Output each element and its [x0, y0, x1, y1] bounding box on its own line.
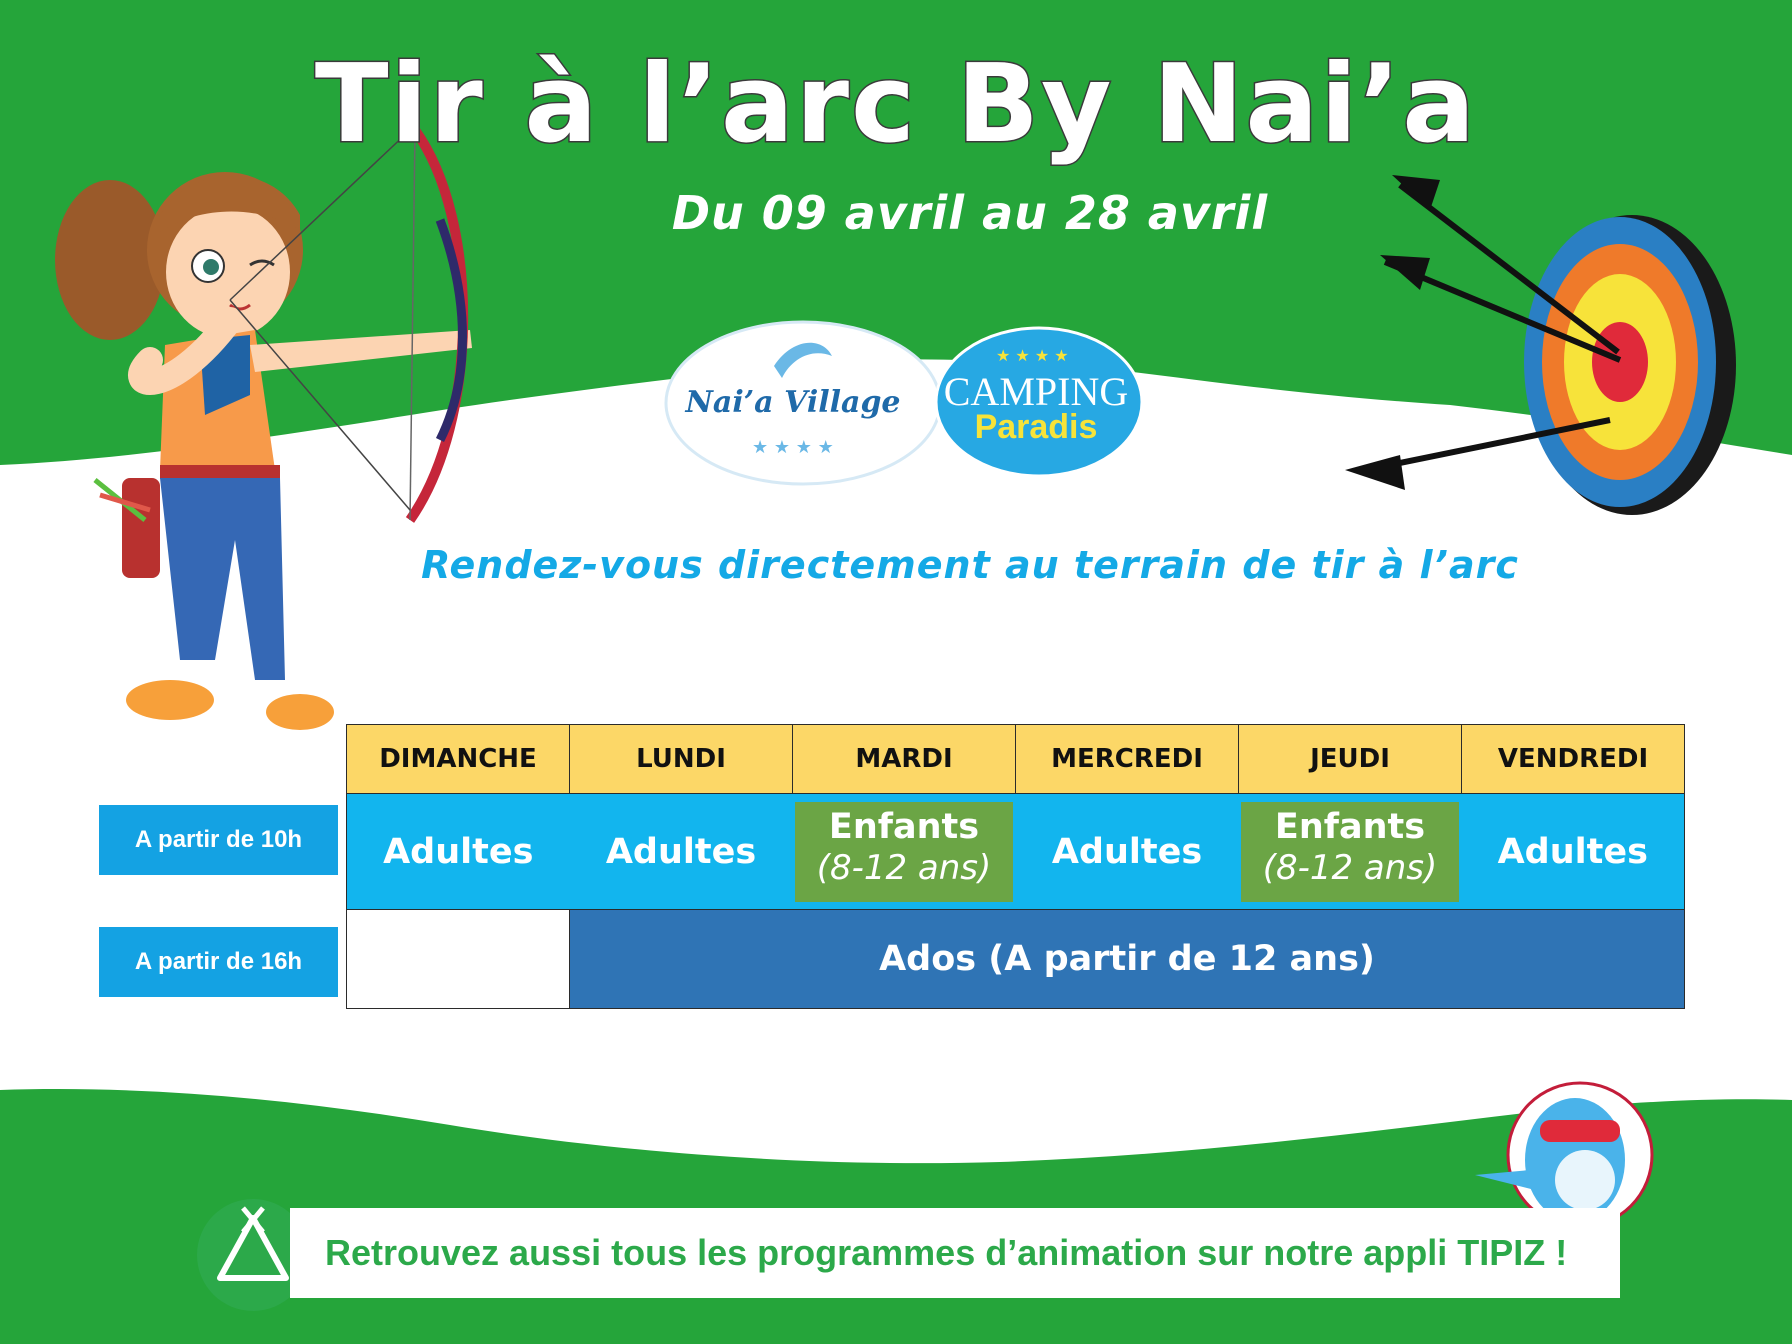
- naia-village-logo-text: Nai’a Village: [685, 385, 901, 420]
- camping-logo-text: CAMPING: [943, 369, 1129, 414]
- morning-cell: [793, 794, 1016, 910]
- footer-text: Retrouvez aussi tous les programmes d’animation sur notre appli TIPIZ !: [325, 1232, 1568, 1273]
- afternoon-empty-cell: [347, 910, 570, 1009]
- session-title: Adultes: [605, 831, 757, 872]
- day-header: LUNDI: [570, 725, 793, 794]
- day-header: DIMANCHE: [347, 725, 570, 794]
- date-range: Du 09 avril au 28 avril: [671, 186, 1269, 240]
- morning-cell: [1239, 794, 1462, 910]
- svg-text:★ ★ ★ ★: ★ ★ ★ ★: [752, 437, 834, 458]
- ados-session-cell: Ados (A partir de 12 ans): [570, 910, 1685, 1009]
- morning-cell: [347, 794, 570, 910]
- afternoon-row: [347, 910, 1685, 1009]
- day-header: VENDREDI: [1462, 725, 1685, 794]
- day-header: JEUDI: [1239, 725, 1462, 794]
- session-age: (8-12 ans): [816, 847, 992, 888]
- day-header: MERCREDI: [1016, 725, 1239, 794]
- session-title: Enfants: [828, 806, 980, 847]
- morning-cell: [1016, 794, 1239, 910]
- session-age: (8-12 ans): [1262, 847, 1438, 888]
- schedule-table: [346, 724, 1685, 1009]
- morning-cell: [570, 794, 793, 910]
- time-label-10h: A partir de 10h: [99, 805, 338, 875]
- morning-cell: [1462, 794, 1685, 910]
- days-header-row: [347, 725, 1685, 794]
- session-title: Enfants: [1274, 806, 1426, 847]
- session-title: Adultes: [1497, 831, 1648, 872]
- svg-text:★ ★ ★ ★: ★ ★ ★ ★: [996, 346, 1069, 365]
- poster-title: Tir à l’arc By Nai’a: [314, 42, 1478, 167]
- time-label-16h: A partir de 16h: [99, 927, 338, 997]
- morning-row: [347, 794, 1685, 910]
- kids-session-box: [795, 802, 1013, 902]
- day-header: MARDI: [793, 725, 1016, 794]
- kids-session-box: [1241, 802, 1459, 902]
- session-title: Adultes: [1051, 831, 1203, 872]
- paradis-logo-text: Paradis: [974, 408, 1098, 446]
- session-title: Adultes: [383, 831, 534, 872]
- meeting-note: Rendez-vous directement au terrain de tir à l’arc: [421, 543, 1519, 587]
